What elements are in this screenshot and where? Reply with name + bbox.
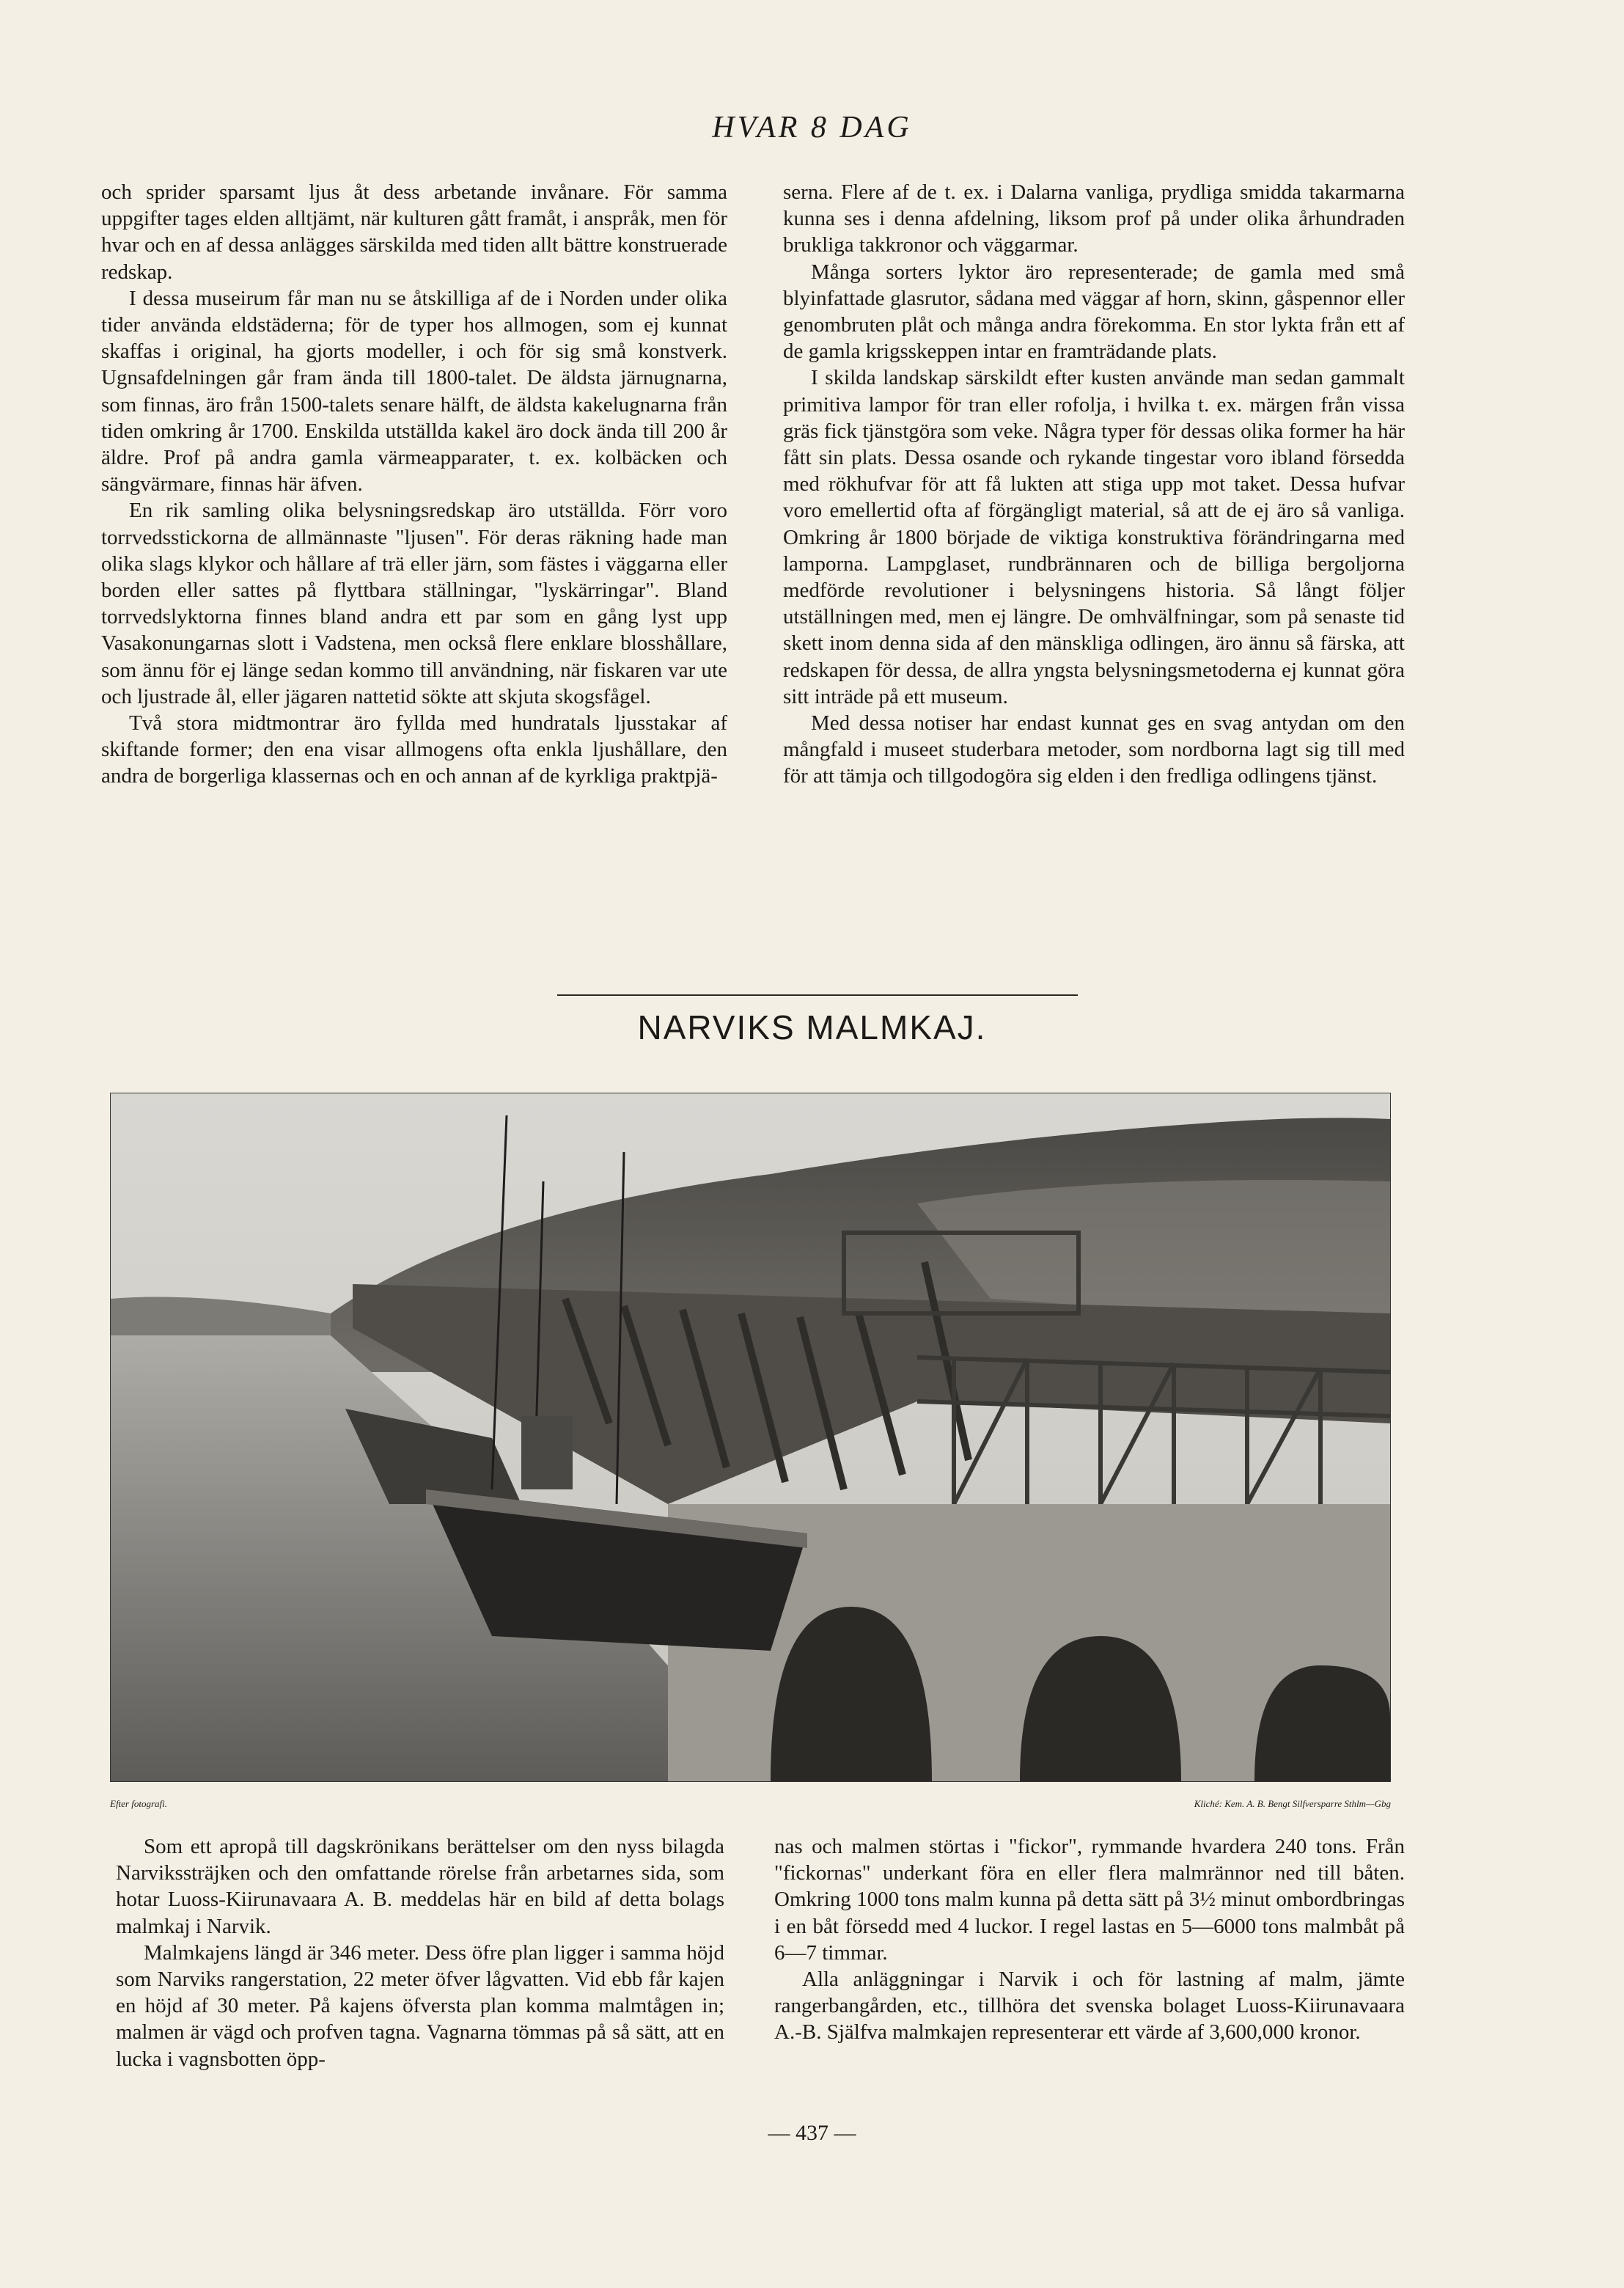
page-number: — 437 — <box>768 2121 856 2145</box>
running-header: HVAR 8 DAG <box>712 111 912 144</box>
paragraph: Alla anläggningar i Narvik i och för lastning af malm, jämte rangerbangården, etc., tillhöra det svenska bolaget Luoss-Kiirunavaara A.-B. Själfva malmkajen representerar ett värde af 3,600,000 kronor. <box>774 1968 1405 2045</box>
paragraph: Som ett apropå till dagskrönikans berättelser om den nyss bilagda Narvikssträjken och den omfattande rörelse från arbetarnes sida, som hotar Luoss-Kiirunavaara A. B. meddelas här en bild af detta bolags malmkaj i Narvik. <box>116 1835 724 1938</box>
article-column-bottom-right <box>774 1833 1405 2046</box>
paragraph: nas och malmen störtas i "fickor", rymmande hvardera 240 tons. Från "fickornas" underkant föra en eller flera malmrännor ned till båten. Omkring 1000 tons malm kunna på detta sätt på 3½ minut ombordbringas i en båt försedd med 4 luckor. I regel lastas en 5—6000 tons malmbåt på 6—7 timmar. <box>774 1835 1405 1965</box>
photo-credit: Efter fotografi. <box>110 1798 167 1809</box>
paragraph: serna. Flere af de t. ex. i Dalarna vanliga, prydliga smidda takarmarna kunna ses i denna afdelning, liksom prof på under olika århundraden brukliga takkronor och väggarmar. <box>783 180 1405 257</box>
cliche-credit: Kliché: Kem. A. B. Bengt Silfversparre Sthlm—Gbg <box>1194 1798 1391 1809</box>
article-column-bottom-left <box>116 1833 724 2072</box>
article-title: NARVIKS MALMKAJ. <box>637 1008 987 1046</box>
paragraph: En rik samling olika belysningsredskap äro utställda. Förr voro torrvedsstickorna de allmännaste "ljusen". För deras räkning hade man olika slags klykor och hållare af trä eller järn, som fästes i väggarna eller borden eller sattes på flyttbara ställningar, "lyskärringar". Bland torrvedslyktorna finnes bland andra ett par som en gång lyst upp Vasakonungarnas slott i Vadstena, men också flere enklare blosshållare, som ännu för ej länge sedan kommo till användning, när fiskaren var ute och ljustrade ål, eller jägaren nattetid sökte att skjuta skogsfågel. <box>101 499 727 708</box>
paragraph: Med dessa notiser har endast kunnat ges en svag antydan om den mångfald i museet studerbara metoder, som nordborna lagt sig till med för att tämja och tillgodogöra sig elden i den fredliga odlingens tjänst. <box>783 711 1405 788</box>
article-column-top-right <box>783 179 1405 790</box>
title-divider <box>557 994 1078 996</box>
article-column-top-left <box>101 179 727 790</box>
paragraph: Malmkajens längd är 346 meter. Dess öfre plan ligger i samma höjd som Narviks rangerstation, 22 meter öfver lågvatten. Vid ebb får kajen en höjd af 30 meter. På kajens öfversta plan komma malmtågen in; malmen är vägd och profven tagna. Vagnarna tömmas på så sätt, att en lucka i vagnsbotten öpp- <box>116 1940 724 2071</box>
paragraph: Två stora midtmontrar äro fyllda med hundratals ljusstakar af skiftande former; den ena visar allmogens ofta enkla ljushållare, den andra de borgerliga klassernas och en och annan af de kyrkliga praktpjä- <box>101 711 727 788</box>
paragraph: I skilda landskap särskildt efter kusten använde man sedan gammalt primitiva lampor för tran eller rofolja, i hvilka t. ex. märgen från vissa gräs fick tjänstgöra som veke. Några typer för dessas olika former ha här fått sin plats. Dessa osande och rykande tingestar voro ibland försedda med rökhufvar för att få lukten att stiga upp mot taket. Dessa hufvar voro emellertid ofta af förgängligt material, så att de ej äro så vanliga. Omkring år 1800 började de viktiga konstruktiva förändringarna med lamporna. Lampglaset, rundbrännaren och de billiga bergoljorna medförde revolutioner i belysningens historia. Så långt följer utställningen med, men ej längre. De omhvälfningar, som på senaste tid skett inom denna sida af den mänskliga odlingen, äro ännu så färska, att redskapen för dessa, de allra yngsta belysningsmetoderna ej kunnat göra sitt inträde på ett museum. <box>783 366 1405 708</box>
paragraph: Många sorters lyktor äro representerade; de gamla med små blyinfattade glasrutor, sådana med väggar af horn, skinn, gåspennor eller genombruten plåt och många andra förekomma. En stor lykta från ett af de gamla krigsskeppen intar en framträdande plats. <box>783 260 1405 364</box>
ore-quay-photograph <box>110 1093 1391 1782</box>
paragraph: och sprider sparsamt ljus åt dess arbetande invånare. För samma uppgifter tages elden alltjämt, när kulturen gått framåt, i anspråk, men för hvar och en af dessa anlägges särskilda med tiden allt bättre konstruerade redskap. <box>101 180 727 284</box>
paragraph: I dessa museirum får man nu se åtskilliga af de i Norden under olika tider använda eldstäderna; för de typer hos allmogen, som ej kunnat skaffas i original, ha gjorts modeller, i och för sig små konstverk. Ugnsafdelningen går fram ända till 1800-talet. De äldsta järnugnarna, som finnas, äro från 1500-talets senare hälft, de äldsta kakelugnarna från tiden omkring år 1700. Enskilda utställda kakel äro dock ända till 200 år äldre. Prof på andra gamla värmeapparater, t. ex. kolbäcken och sängvärmare, finnas här äfven. <box>101 286 727 496</box>
